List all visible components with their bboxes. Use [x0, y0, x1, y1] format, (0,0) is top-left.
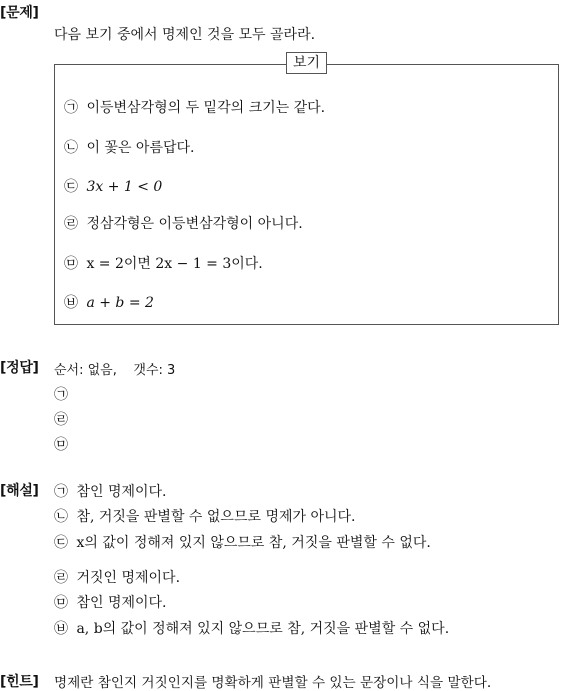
example-item — [64, 176, 162, 196]
line-mark: ㉤ — [54, 595, 68, 611]
item-text: 이등변삼각형의 두 밑각의 크기는 같다. — [86, 100, 326, 116]
hint-text: 명제란 참인지 거짓인지를 명확하게 판별할 수 있는 문장이나 식을 말한다. — [54, 675, 492, 691]
item-text: 이 꽃은 아름답다. — [86, 140, 195, 156]
explanation-line — [54, 532, 431, 552]
question-text: 다음 보기 중에서 명제인 것을 모두 골라라. — [54, 27, 316, 43]
example-box-title: 보기 — [286, 52, 327, 74]
item-mark: ㉢ — [64, 179, 78, 195]
example-item — [64, 253, 263, 273]
example-item — [64, 137, 194, 157]
answer-label: [정답] — [0, 360, 39, 376]
item-text: a + b = 2 — [86, 295, 154, 311]
explanation-line — [54, 618, 449, 638]
explanation-line — [54, 506, 356, 526]
example-item — [64, 97, 325, 117]
line-mark: ㉣ — [54, 570, 68, 586]
line-text: a, b의 값이 정해져 있지 않으므로 참, 거짓을 판별할 수 없다. — [76, 621, 450, 637]
item-mark: ㉣ — [64, 216, 78, 232]
item-mark: ㉤ — [64, 256, 78, 272]
item-mark: ㉡ — [64, 140, 78, 156]
line-text: 거짓인 명제이다. — [76, 570, 181, 586]
line-mark: ㉢ — [54, 535, 68, 551]
item-text: x = 2이면 2x − 1 = 3이다. — [86, 256, 263, 272]
line-text: x의 값이 정해져 있지 않으므로 참, 거짓을 판별할 수 없다. — [76, 535, 431, 551]
line-mark: ㉥ — [54, 621, 68, 637]
explanation-line — [54, 481, 167, 501]
item-text: 3x + 1 < 0 — [86, 179, 163, 195]
answer-header: 순서: 없음, 갯수: 3 — [54, 363, 176, 378]
example-item — [64, 213, 303, 233]
answer-item: ㉠ — [54, 387, 68, 403]
line-text: 참인 명제이다. — [76, 484, 167, 500]
line-mark: ㉡ — [54, 509, 68, 525]
answer-item: ㉤ — [54, 437, 68, 453]
line-text: 참, 거짓을 판별할 수 없으므로 명제가 아니다. — [76, 509, 356, 525]
line-text: 참인 명제이다. — [76, 595, 167, 611]
explanation-label: [해설] — [0, 483, 39, 499]
hint-label: [힌트] — [0, 674, 39, 690]
item-text: 정삼각형은 이등변삼각형이 아니다. — [86, 216, 303, 232]
item-mark: ㉠ — [64, 100, 78, 116]
example-item — [64, 292, 154, 312]
line-mark: ㉠ — [54, 484, 68, 500]
problem-label: [문제] — [0, 5, 39, 21]
explanation-line — [54, 567, 180, 587]
explanation-line — [54, 592, 167, 612]
item-mark: ㉥ — [64, 295, 78, 311]
answer-item: ㉣ — [54, 412, 68, 428]
